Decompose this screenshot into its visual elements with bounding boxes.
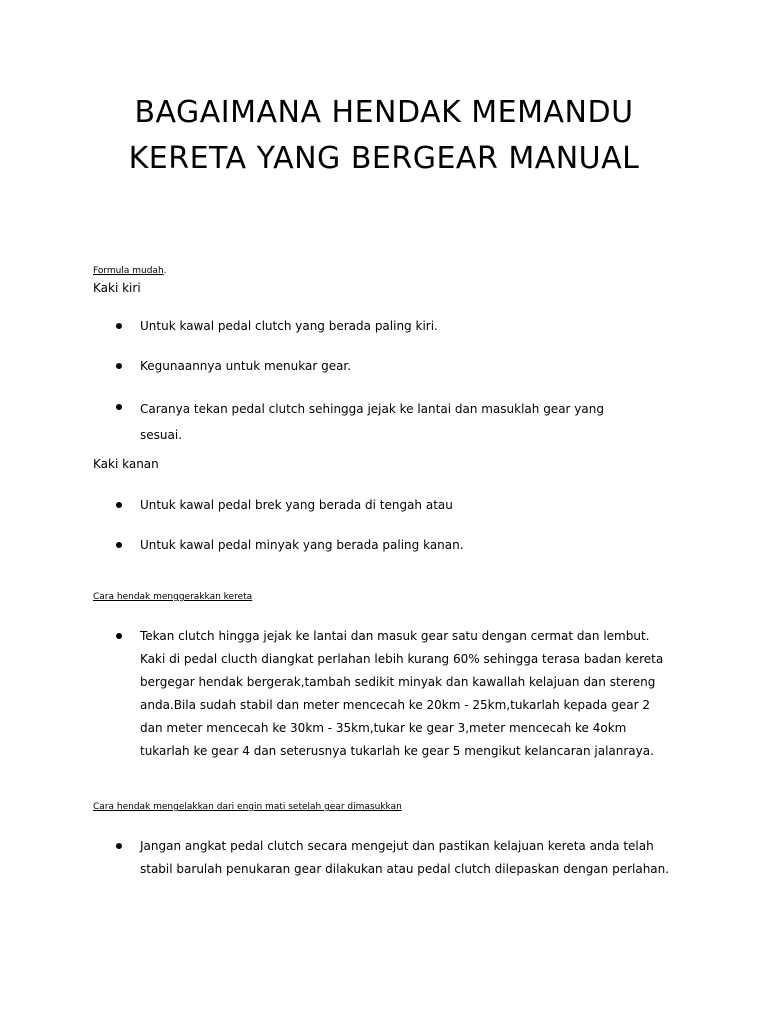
list-item (140, 494, 453, 517)
list-item-line: Untuk kawal pedal clutch yang berada paling kiri. (140, 319, 438, 333)
section-heading-text: Formula mudah (93, 266, 164, 276)
list-item-line: bergegar hendak bergerak,tambah sedikit minyak dan kawallah kelajuan dan stereng (140, 675, 656, 689)
list-item (140, 315, 438, 338)
list-item-line: stabil barulah penukaran gear dilakukan atau pedal clutch dilepaskan dengan perlahan. (140, 862, 670, 876)
list-item-line: anda.Bila sudah stabil dan meter mencecah ke 20km - 25km,tukarlah kepada gear 2 (140, 698, 650, 712)
section-heading-engin-mati: Cara hendak mengelakkan dari engin mati setelah gear dimasukkan (93, 802, 402, 812)
document-title (0, 90, 768, 182)
section-heading-suffix: . (163, 266, 167, 276)
list-item-line: sesuai. (140, 428, 182, 442)
label-kaki-kiri: Kaki kiri (93, 281, 141, 295)
label-kaki-kanan: Kaki kanan (93, 457, 159, 471)
list-item-line: dan meter mencecah ke 30km - 35km,tukar ke gear 3,meter mencecah ke 4okm (140, 721, 627, 735)
bullet-icon (116, 363, 122, 369)
list-item-line: tukarlah ke gear 4 dan seterusnya tukarlah ke gear 5 mengikut kelancaran jalanraya. (140, 744, 654, 758)
section-heading-menggerakkan: Cara hendak menggerakkan kereta (93, 592, 253, 602)
list-item-line: Untuk kawal pedal brek yang berada di tengah atau (140, 498, 453, 512)
bullet-icon (116, 633, 122, 639)
list-item (140, 625, 663, 763)
list-item-line: Caranya tekan pedal clutch sehingga jejak ke lantai dan masuklah gear yang (140, 402, 604, 416)
bullet-icon (116, 404, 122, 410)
list-item (140, 534, 464, 557)
section-heading-formula (93, 266, 167, 276)
bullet-icon (116, 323, 122, 329)
list-item-line: Untuk kawal pedal minyak yang berada paling kanan. (140, 538, 464, 552)
title-line-2: KERETA YANG BERGEAR MANUAL (128, 141, 640, 176)
list-item-line: Tekan clutch hingga jejak ke lantai dan masuk gear satu dengan cermat dan lembut. (140, 629, 650, 643)
list-item (140, 396, 604, 448)
title-line-1: BAGAIMANA HENDAK MEMANDU (134, 95, 634, 130)
list-item (140, 835, 669, 881)
list-item-line: Kegunaannya untuk menukar gear. (140, 359, 352, 373)
bullet-icon (116, 843, 122, 849)
list-item-line: Jangan angkat pedal clutch secara mengejut dan pastikan kelajuan kereta anda telah (140, 839, 654, 853)
list-item (140, 355, 351, 378)
list-item-line: Kaki di pedal clucth diangkat perlahan lebih kurang 60% sehingga terasa badan kereta (140, 652, 664, 666)
bullet-icon (116, 542, 122, 548)
bullet-icon (116, 502, 122, 508)
